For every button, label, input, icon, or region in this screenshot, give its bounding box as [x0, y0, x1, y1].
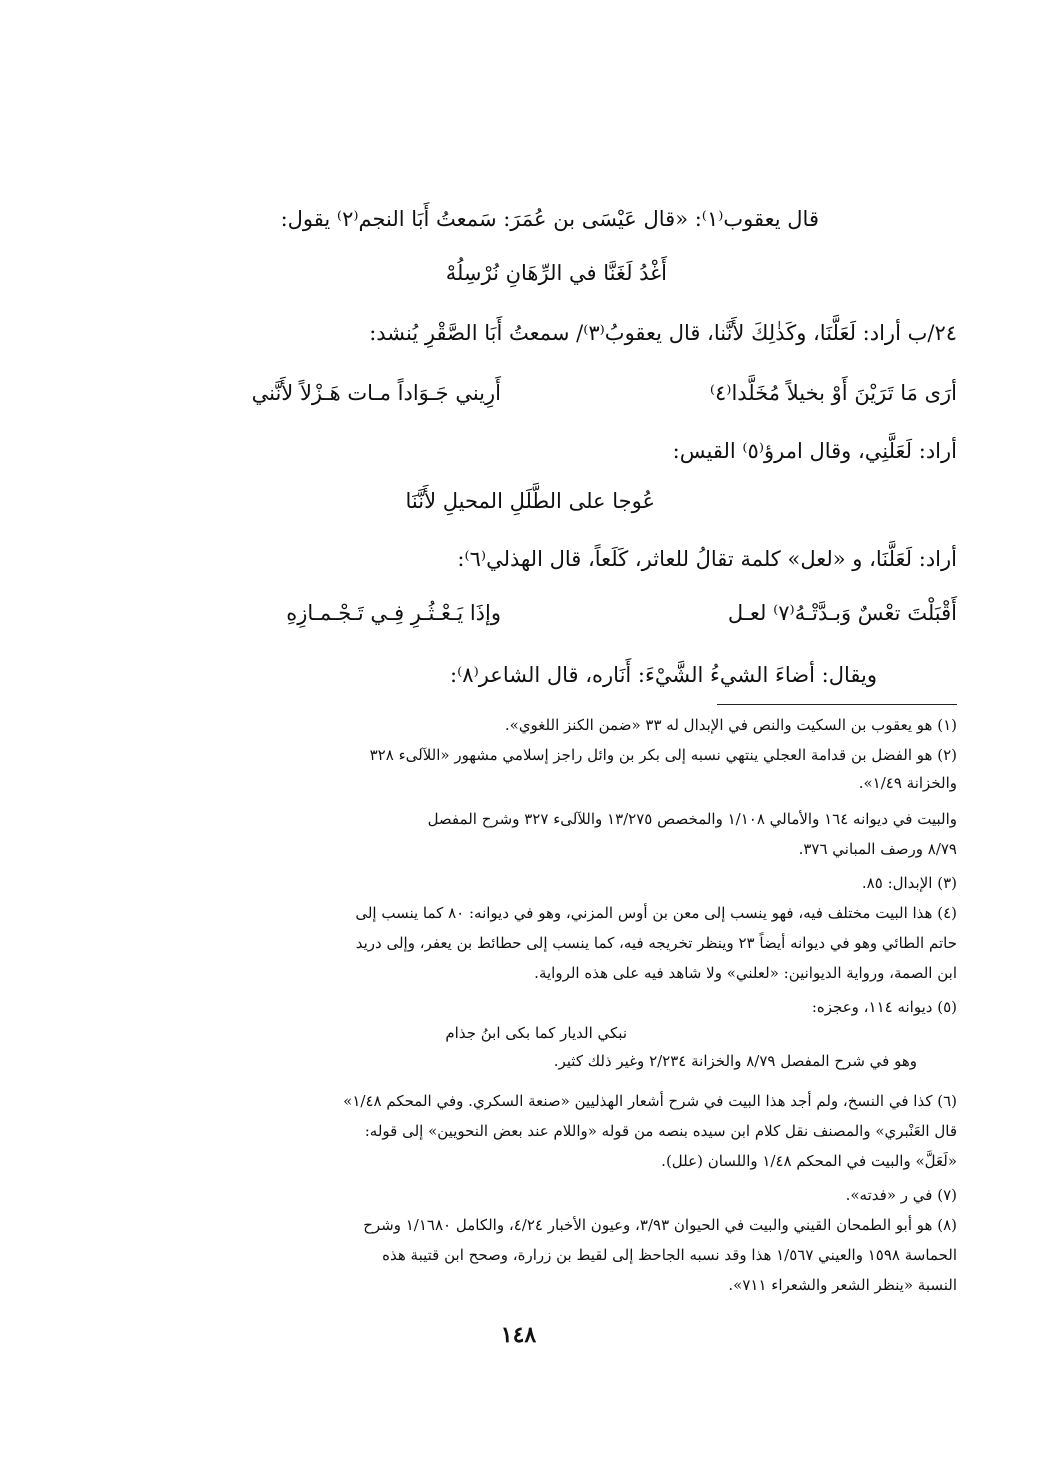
footnote-line: ٨/٧٩ ورصف المباني ٣٧٦. — [798, 840, 957, 858]
footnote-line: (٥) ديوانه ١١٤، وعجزه: — [811, 998, 957, 1016]
footnote-line: (١) هو يعقوب بن السكيت والنص في الإبدال له ٣٣ «ضمن الكنز اللغوي». — [504, 716, 957, 734]
text-line: ويقال: أضاءَ الشيءُ الشَّيْءَ: أَنَاره، قال الشاعر⁽٨⁾: — [450, 663, 877, 687]
verse-second-hemistich: أرَى مَا تَرَيْنَ أَوْ بخيلاً مُخَلَّدا⁽٤⁾ — [709, 381, 957, 405]
footnote-line: والخزانة ١/٤٩». — [858, 774, 957, 792]
verse-line: أَغْدُ لَغَنَّا في الرِّهَانِ نُرْسِلُهْ — [445, 261, 667, 285]
text-line: قال يعقوب⁽١⁾: «قال عَيْسَى بن عُمَرَ: سَمعتُ أَبَا النجم⁽٢⁾ يقول: — [280, 207, 819, 231]
footnote-line: «لَعَلَّ» والبيت في المحكم ١/٤٨ واللسان (علل). — [661, 1152, 957, 1170]
footnote-line: ابن الصمة، ورواية الديوانين: «لعلني» ولا شاهد فيه على هذه الرواية. — [534, 964, 957, 982]
footnote-line: حاتم الطائي وهو في ديوانه أيضاً ٢٣ وينظر تخريجه فيه، كما ينسب إلى حطائط بن يعفر، وإلى دريد — [355, 934, 957, 952]
verse-line: عُوجا على الطَّلَلِ المحيلِ لأَنَّنَا — [405, 489, 655, 513]
page-number: ١٤٨ — [500, 1322, 537, 1348]
footnote-line: (٤) هذا البيت مختلف فيه، فهو ينسب إلى معن بن أوس المزني، وهو في ديوانه: ٨٠ كما ينسب إلى — [355, 904, 957, 922]
verse-first-hemistich: أَرِيني جَـوَاداً مـات هَـزْلاً لأَنَّني — [251, 381, 501, 405]
text-line: ٢٤/ب أراد: لَعَلَّنَا، وكَذٰلِكَ لأَنَّنا، قال يعقوبُ⁽٣⁾/ سمعتُ أَبَا الصَّقْرِ يُنشد: — [369, 321, 957, 345]
footnote-line: (٨) هو أبو الطمحان القيني والبيت في الحيوان ٣/٩٣، وعيون الأخبار ٤/٢٤، والكامل ١/١٦٨٠ وشرح — [363, 1216, 957, 1234]
footnote-line: (٦) كذا في النسخ، ولم أجد هذا البيت في شرح أشعار الهذليين «صنعة السكري. وفي المحكم ١/٤٨» — [343, 1092, 957, 1110]
footnote-separator — [717, 704, 957, 705]
footnote-line: (٧) في ر «فدته». — [845, 1186, 957, 1204]
text-line: أراد: لَعَلَّنَا، و «لعل» كلمة تقالُ للعاثر، كَلَعاً، قال الهذلي⁽٦⁾: — [457, 547, 957, 571]
footnote-verse: نبكي الديار كما بكى ابنُ جذام — [445, 1024, 627, 1042]
footnote-line: والبيت في ديوانه ١٦٤ والأمالي ١/١٠٨ والمخصص ١٣/٢٧٥ واللآلىء ٣٢٧ وشرح المفصل — [427, 810, 957, 828]
verse-first-hemistich: وإذَا يَـعْـثُـرِ فِـي تَـجْـمـازِهِ — [286, 601, 501, 625]
footnote-line: (٢) هو الفضل بن قدامة العجلي ينتهي نسبه إلى بكر بن وائل راجز إسلامي مشهور «اللآلىء ٣٢٨ — [369, 746, 957, 764]
verse-second-hemistich: أَقْبَلْتَ تعْسٌ وَبـدَّتْـهُ⁽٧⁾ لعـل — [727, 601, 957, 625]
footnote-line: قال العَنْبري» والمصنف نقل كلام ابن سيده بنصه من قوله «واللام عند بعض النحويين» إلى قوله: — [364, 1122, 957, 1140]
text-line: أراد: لَعَلَّنِي، وقال امرؤ⁽٥⁾ القيس: — [672, 439, 957, 463]
footnote-line: وهو في شرح المفصل ٨/٧٩ والخزانة ٢/٢٣٤ وغير ذلك كثير. — [553, 1052, 917, 1070]
footnote-line: (٣) الإبدال: ٨٥. — [861, 874, 957, 892]
footnote-line: الحماسة ١٥٩٨ والعيني ١/٥٦٧ هذا وقد نسبه الجاحظ إلى لقيط بن زرارة، وصحح ابن قتيبة هذه — [382, 1246, 957, 1264]
footnote-line: النسبة «ينظر الشعر والشعراء ٧١١». — [728, 1276, 957, 1294]
